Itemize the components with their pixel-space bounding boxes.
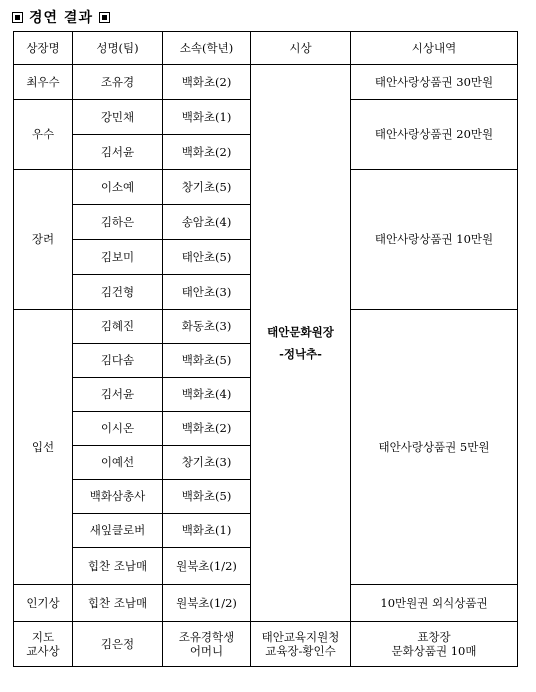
results-table (13, 31, 518, 667)
table-row (14, 622, 518, 667)
school-cell: 태안초(3) (163, 275, 251, 310)
header-award: 상장명 (14, 32, 73, 65)
presenter-person: -정낙추- (279, 347, 322, 361)
school-cell: 화동초(3) (163, 310, 251, 344)
table-row (14, 65, 518, 100)
name-cell: 김건형 (73, 275, 163, 310)
section-title (12, 6, 110, 28)
name-cell: 강민채 (73, 100, 163, 135)
presenter-cell (251, 65, 351, 622)
name-cell: 이시온 (73, 412, 163, 446)
name-cell: 이예선 (73, 446, 163, 480)
presenter-cell: 태안교육지원청 교육장-황인수 (251, 622, 351, 667)
prize-cell: 태안사랑상품권 20만원 (351, 100, 518, 170)
prize-cell: 표창장 문화상품권 10매 (351, 622, 518, 667)
name-cell: 김혜진 (73, 310, 163, 344)
name-cell: 새잎클로버 (73, 514, 163, 548)
school-cell: 원북초(1/2) (163, 548, 251, 585)
name-cell: 이소예 (73, 170, 163, 205)
school-cell: 창기초(5) (163, 170, 251, 205)
school-cell: 백화초(2) (163, 135, 251, 170)
prize-cell: 태안사랑상품권 30만원 (351, 65, 518, 100)
school-cell: 송암초(4) (163, 205, 251, 240)
presenter-name: 태안문화원장 (267, 324, 334, 339)
header-prize: 시상내역 (351, 32, 518, 65)
square-bullet-icon (99, 12, 110, 23)
award-cell: 장려 (14, 170, 73, 310)
prize-cell: 태안사랑상품권 5만원 (351, 310, 518, 585)
square-bullet-icon (12, 12, 23, 23)
school-cell: 백화초(2) (163, 412, 251, 446)
award-cell: 인기상 (14, 585, 73, 622)
header-presenter: 시상 (251, 32, 351, 65)
prize-cell: 10만원권 외식상품권 (351, 585, 518, 622)
name-cell: 김서윤 (73, 378, 163, 412)
school-cell: 백화초(4) (163, 378, 251, 412)
school-cell: 백화초(5) (163, 480, 251, 514)
section-title-text: 경연 결과 (29, 10, 93, 26)
school-cell: 백화초(1) (163, 514, 251, 548)
table-header-row (14, 32, 518, 65)
award-cell: 입선 (14, 310, 73, 585)
name-cell: 김보미 (73, 240, 163, 275)
name-cell: 힙찬 조남매 (73, 585, 163, 622)
school-cell: 원북초(1/2) (163, 585, 251, 622)
school-cell: 조유경학생 어머니 (163, 622, 251, 667)
school-cell: 백화초(5) (163, 344, 251, 378)
name-cell: 김서윤 (73, 135, 163, 170)
school-cell: 백화초(2) (163, 65, 251, 100)
name-cell: 조유경 (73, 65, 163, 100)
school-cell: 창기초(3) (163, 446, 251, 480)
school-cell: 태안초(5) (163, 240, 251, 275)
name-cell: 김은정 (73, 622, 163, 667)
name-cell: 김다솜 (73, 344, 163, 378)
name-cell: 백화삼총사 (73, 480, 163, 514)
name-cell: 힙찬 조남매 (73, 548, 163, 585)
header-school: 소속(학년) (163, 32, 251, 65)
award-cell: 지도 교사상 (14, 622, 73, 667)
prize-cell: 태안사랑상품권 10만원 (351, 170, 518, 310)
award-cell: 우수 (14, 100, 73, 170)
name-cell: 김하은 (73, 205, 163, 240)
award-cell: 최우수 (14, 65, 73, 100)
school-cell: 백화초(1) (163, 100, 251, 135)
header-name: 성명(팀) (73, 32, 163, 65)
